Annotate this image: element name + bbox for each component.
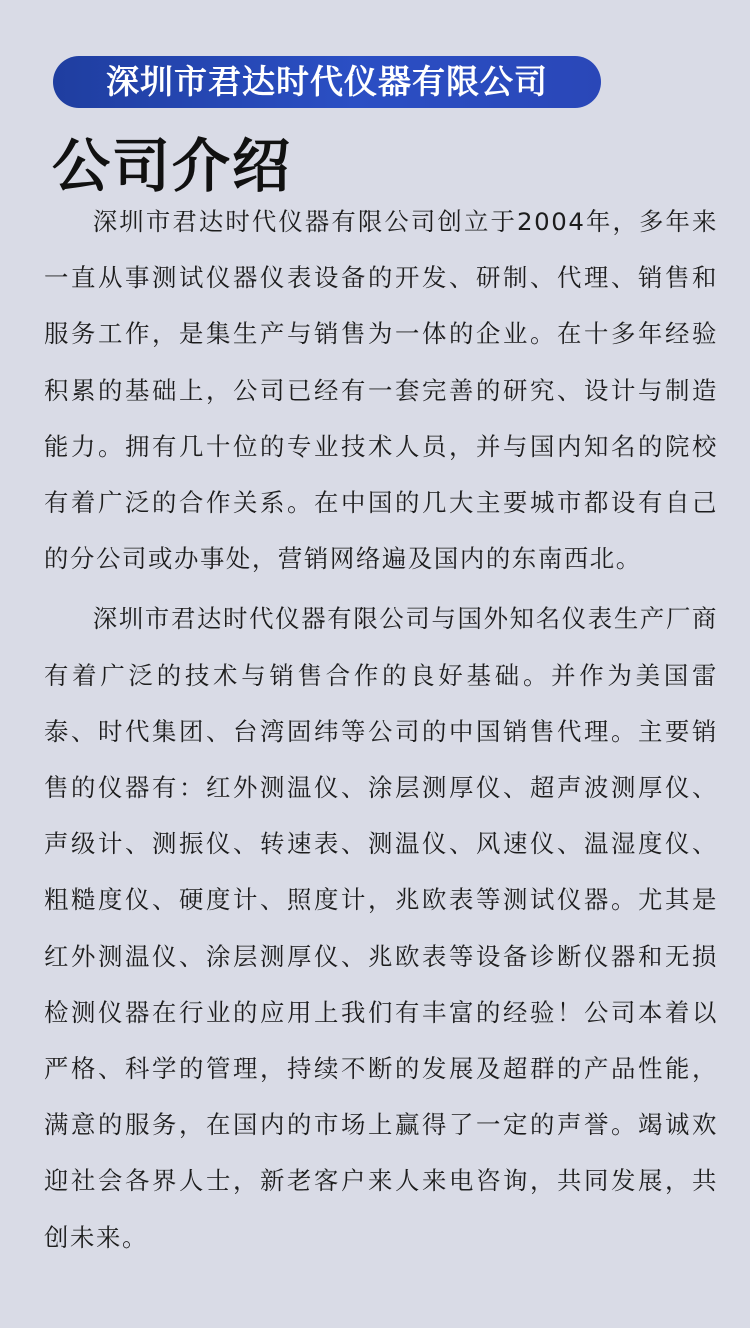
intro-paragraph-1: 深圳市君达时代仪器有限公司创立于2004年，多年来一直从事测试仪器仪表设备的开发、研制、代理、销售和服务工作，是集生产与销售为一体的企业。在十多年经验积累的基础上，公司已经有一套完善的研究、设计与制造能力。拥有几十位的专业技术人员，并与国内知名的院校有着广泛的合作关系。在中国的几大主要城市都设有自己的分公司或办事处，营销网络遍及国内的东南西北。 [44, 207, 718, 574]
company-name-text: 深圳市君达时代仪器有限公司 [106, 62, 548, 101]
intro-paragraph-2: 深圳市君达时代仪器有限公司与国外知名仪表生产厂商有着广泛的技术与销售合作的良好基础。并作为美国雷泰、时代集团、台湾固纬等公司的中国销售代理。主要销售的仪器有：红外测温仪、涂层测厚仪、超声波测厚仪、声级计、测振仪、转速表、测温仪、风速仪、温湿度仪、粗糙度仪、硬度计、照度计，兆欧表等测试仪器。尤其是红外测温仪、涂层测厚仪、兆欧表等设备诊断仪器和无损检测仪器在行业的应用上我们有丰富的经验！公司本着以严格、科学的管理，持续不断的发展及超群的产品性能，满意的服务，在国内的市场上赢得了一定的声誉。竭诚欢迎社会各界人士，新老客户来人来电咨询，共同发展，共创未来。 [44, 604, 718, 1252]
section-title: 公司介绍 [52, 132, 293, 200]
company-name-banner [53, 56, 601, 108]
company-intro-body [44, 194, 718, 1266]
